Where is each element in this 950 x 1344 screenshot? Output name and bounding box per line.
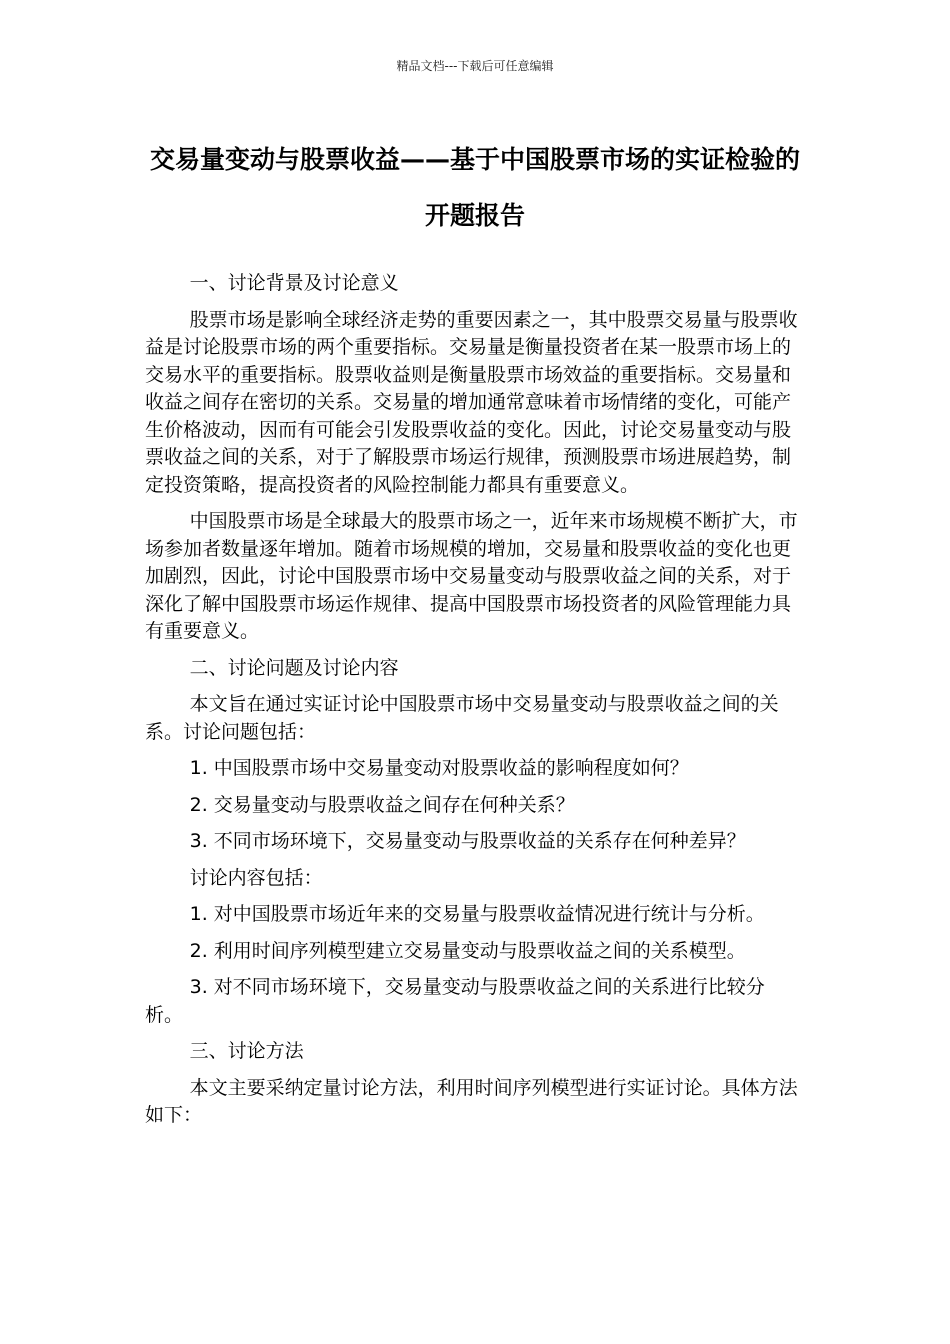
section-heading-methods: 三、讨论方法 <box>189 1040 304 1062</box>
question-item-1: 1. 中国股票市场中交易量变动对股票收益的影响程度如何？ <box>189 757 689 779</box>
content-item-1: 1. 对中国股票市场近年来的交易量与股票收益情况进行统计与分析。 <box>189 903 765 925</box>
paragraph-background-2: 中国股票市场是全球最大的股票市场之一，近年来市场规模不断扩大，市场参加者数量逐年增加。随着市场规模的增加，交易量和股票收益的变化也更加剧烈，因此，讨论中国股票市场中交易量变动与股票收益之间的关系，对于深化了解中国股票市场运作规律、提高中国股票市场投资者的风险管理能力具有重要意义。 <box>145 510 798 642</box>
header-note: 精品文档---下载后可任意编辑 <box>396 59 554 73</box>
section-heading-questions: 二、讨论问题及讨论内容 <box>189 656 399 679</box>
question-item-3: 3. 不同市场环境下，交易量变动与股票收益的关系存在何种差异？ <box>189 830 746 852</box>
paragraph-questions-intro: 本文旨在通过实证讨论中国股票市场中交易量变动与股票收益之间的关系。讨论问题包括： <box>145 693 779 743</box>
question-item-2: 2. 交易量变动与股票收益之间存在何种关系？ <box>189 793 575 816</box>
section-heading-background: 一、讨论背景及讨论意义 <box>189 272 399 294</box>
paragraph-methods: 本文主要采纳定量讨论方法，利用时间序列模型进行实证讨论。具体方法如下： <box>145 1076 798 1126</box>
paragraph-background-1: 股票市场是影响全球经济走势的重要因素之一，其中股票交易量与股票收益是讨论股票市场的两个重要指标。交易量是衡量投资者在某一股票市场上的交易水平的重要指标。股票收益则是衡量股票市场效益的重要指标。交易量和收益之间存在密切的关系。交易量的增加通常意味着市场情绪的变化，可能产生价格波动，因而有可能会引发股票收益的变化。因此，讨论交易量变动与股票收益之间的关系，对于了解股票市场运行规律，预测股票市场进展趋势，制定投资策略，提高投资者的风险控制能力都具有重要意义。 <box>145 308 798 496</box>
content-item-2: 2. 利用时间序列模型建立交易量变动与股票收益之间的关系模型。 <box>189 939 746 962</box>
content-item-3: 3. 对不同市场环境下，交易量变动与股票收益之间的关系进行比较分析。 <box>145 976 765 1026</box>
document-body <box>145 270 801 1139</box>
content-label: 讨论内容包括： <box>189 866 323 889</box>
document-title: 交易量变动与股票收益——基于中国股票市场的实证检验的开题报告 <box>149 145 800 230</box>
